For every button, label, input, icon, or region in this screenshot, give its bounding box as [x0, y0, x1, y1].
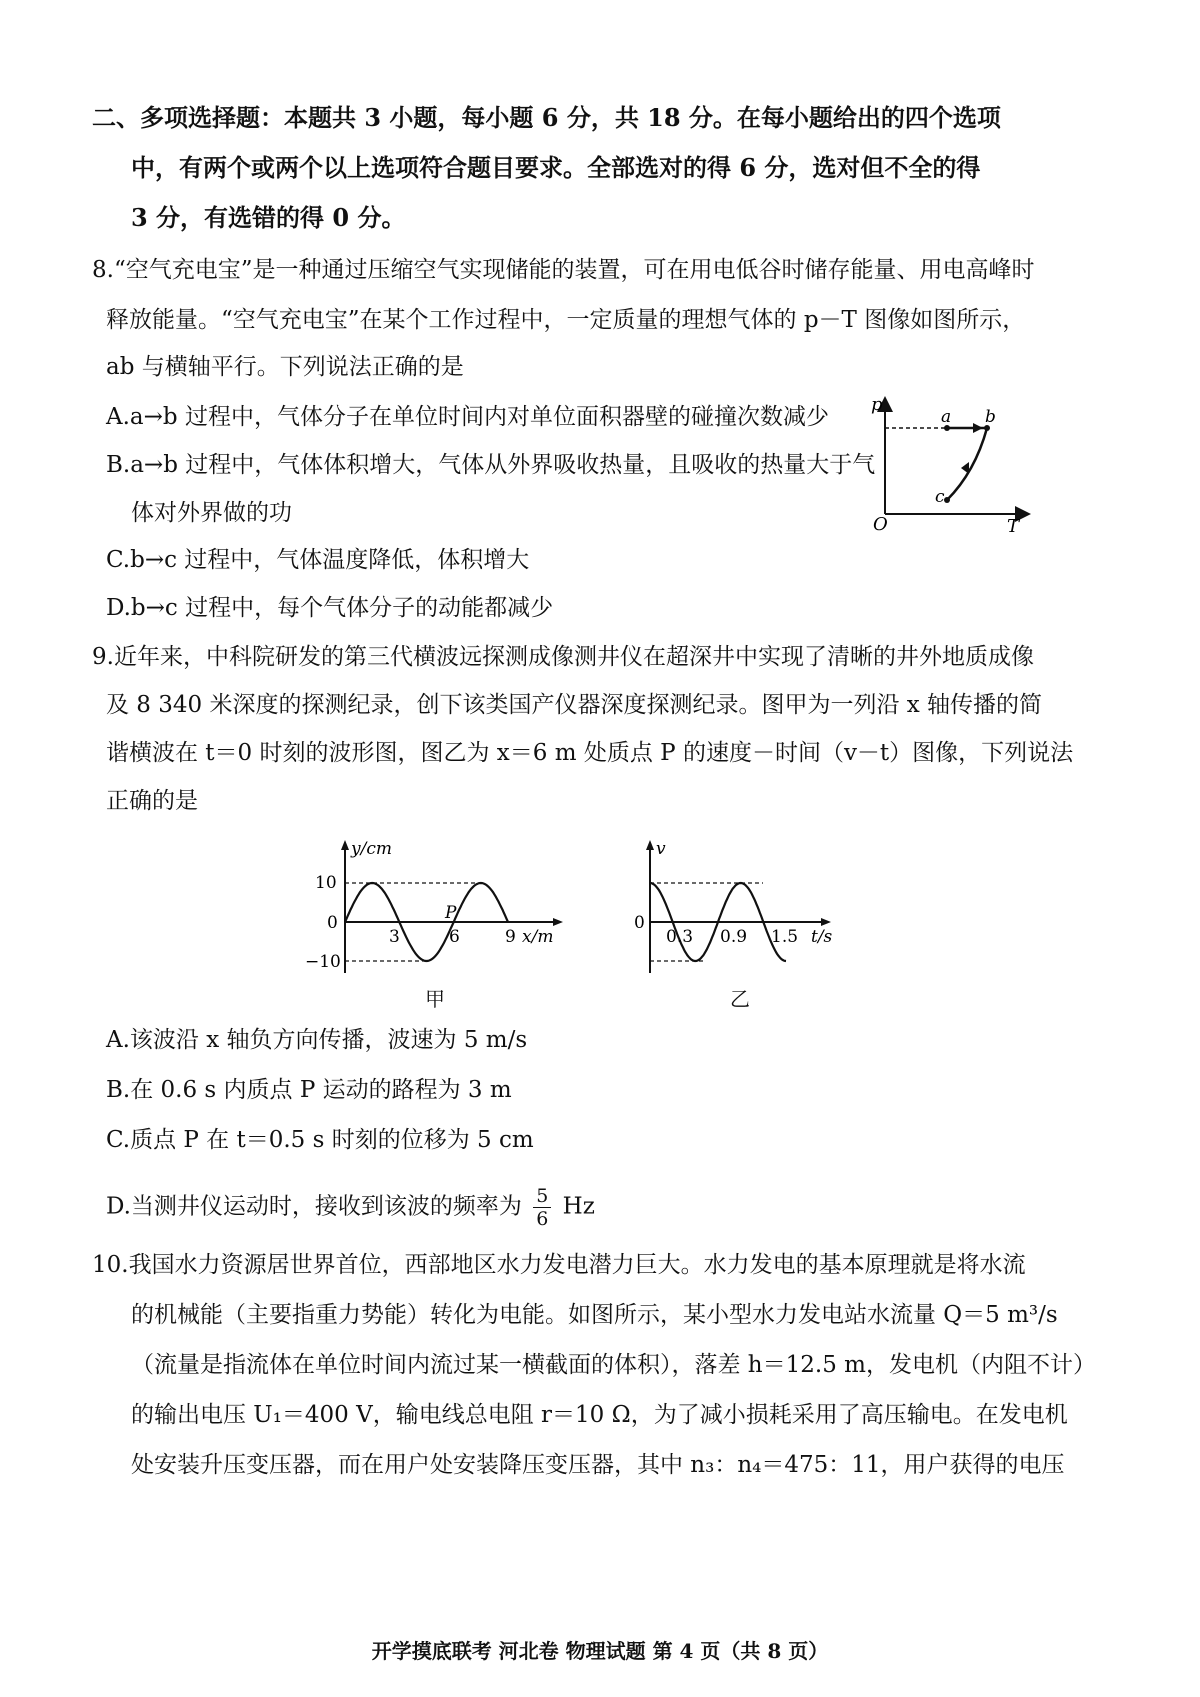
origin-label: O: [873, 514, 888, 535]
bc-arrow: [961, 462, 969, 474]
q10-line-1: 10.我国水力资源居世界首位，西部地区水力发电潜力巨大。水力发电的基本原理就是将水流: [92, 1252, 1026, 1278]
fig-yi-caption: 乙: [730, 987, 750, 1011]
page-footer: 开学摸底联考 河北卷 物理试题 第 4 页（共 8 页）: [371, 1639, 829, 1663]
q9-option-c: C.质点 P 在 t＝0.5 s 时刻的位移为 5 cm: [106, 1127, 534, 1153]
q9-option-d: [106, 1185, 595, 1230]
y-tick-neg10: −10: [305, 952, 341, 972]
q8-stem-line-1: 8.“空气充电宝”是一种通过压缩空气实现储能的装置，可在用电低谷时储存能量、用电高峰时: [92, 257, 1035, 283]
t-axis-label: t/s: [811, 927, 833, 947]
q10-line-3: （流量是指流体在单位时间内流过某一横截面的体积），落差 h＝12.5 m，发电机（内阻不计）: [131, 1352, 1096, 1378]
ab-arrow: [973, 423, 983, 433]
section-heading-line-1: 二、多项选择题：本题共 3 小题，每小题 6 分，共 18 分。在每小题给出的四个选项: [92, 103, 1001, 132]
q9-vt-graph: [628, 838, 843, 978]
q10-line-5: 处安装升压变压器，而在用户处安装降压变压器，其中 n₃：n₄＝475：11，用户获得的电压: [131, 1452, 1065, 1478]
t-tick-03: 0.3: [666, 927, 694, 947]
x-tick-3: 3: [389, 927, 400, 947]
p-label: p: [871, 394, 883, 415]
t-tick-15: 1.5: [771, 927, 799, 947]
y-tick-10: 10: [315, 873, 337, 893]
q8-option-b-line-1: B.a→b 过程中，气体体积增大，气体从外界吸收热量，且吸收的热量大于气: [106, 452, 876, 478]
t-axis-arrow: [821, 918, 831, 926]
t-label: T: [1007, 516, 1020, 537]
q8-option-c: C.b→c 过程中，气体温度降低，体积增大: [106, 547, 530, 573]
q8-option-d: D.b→c 过程中，每个气体分子的动能都减少: [106, 595, 554, 621]
q9-stem-line-3: 谐横波在 t＝0 时刻的波形图，图乙为 x＝6 m 处质点 P 的速度－时间（v－t）图像，下列说法: [106, 740, 1074, 766]
fraction-denominator: 6: [536, 1208, 549, 1230]
q9-stem-line-2: 及 8 340 米深度的探测纪录，创下该类国产仪器深度探测纪录。图甲为一列沿 x 轴传播的简: [106, 692, 1043, 718]
q8-stem-line-3: ab 与横轴平行。下列说法正确的是: [106, 354, 464, 380]
q9-stem-line-1: 9.近年来，中科院研发的第三代横波远探测成像测井仪在超深井中实现了清晰的井外地质成像: [92, 644, 1034, 670]
x-tick-9: 9: [505, 927, 516, 947]
point-b-label: b: [985, 407, 996, 427]
x-axis-arrow: [553, 918, 563, 926]
q9-option-a: A.该波沿 x 轴负方向传播，波速为 5 m/s: [106, 1027, 528, 1053]
point-c: [944, 497, 950, 503]
y-axis-arrow: [341, 840, 349, 850]
q10-line-4: 的输出电压 U₁＝400 V，输电线总电阻 r＝10 Ω，为了减小损耗采用了高压输电。在发电机: [131, 1402, 1068, 1428]
t-tick-09: 0.9: [720, 927, 748, 947]
v-axis-label: v: [656, 839, 666, 859]
y-axis-label: y/cm: [351, 839, 392, 859]
point-a-label: a: [941, 407, 952, 427]
section-heading-line-3: 3 分，有选错的得 0 分。: [131, 203, 406, 232]
q9-option-d-text: D.当测井仪运动时，接收到该波的频率为: [106, 1193, 522, 1220]
point-p-label: P: [445, 903, 457, 923]
q9-option-d-fraction: [533, 1185, 551, 1230]
v-axis-arrow: [646, 840, 654, 850]
fig-jia-caption: 甲: [425, 987, 445, 1011]
q9-option-b: B.在 0.6 s 内质点 P 运动的路程为 3 m: [106, 1077, 512, 1103]
fraction-numerator: 5: [533, 1185, 551, 1208]
q10-line-2: 的机械能（主要指重力势能）转化为电能。如图所示，某小型水力发电站水流量 Q＝5 m³/s: [131, 1302, 1058, 1328]
q8-option-b-line-2: 体对外界做的功: [131, 500, 292, 526]
point-c-label: c: [935, 487, 945, 507]
v-tick-0: 0: [634, 913, 645, 933]
section-heading-line-2: 中，有两个或两个以上选项符合题目要求。全部选对的得 6 分，选对但不全的得: [131, 153, 981, 182]
x-tick-6: 6: [449, 927, 460, 947]
q9-wave-graph: [295, 838, 570, 978]
q9-stem-line-4: 正确的是: [106, 788, 198, 814]
q8-stem-line-2: 释放能量。“空气充电宝”在某个工作过程中，一定质量的理想气体的 p－T 图像如图所示，: [106, 307, 1026, 333]
q9-option-d-unit: Hz: [562, 1193, 595, 1220]
x-axis-label: x/m: [522, 927, 554, 947]
q8-pt-diagram: [865, 392, 1035, 537]
y-tick-0: 0: [327, 913, 338, 933]
q8-option-a: A.a→b 过程中，气体分子在单位时间内对单位面积器壁的碰撞次数减少: [106, 404, 829, 430]
